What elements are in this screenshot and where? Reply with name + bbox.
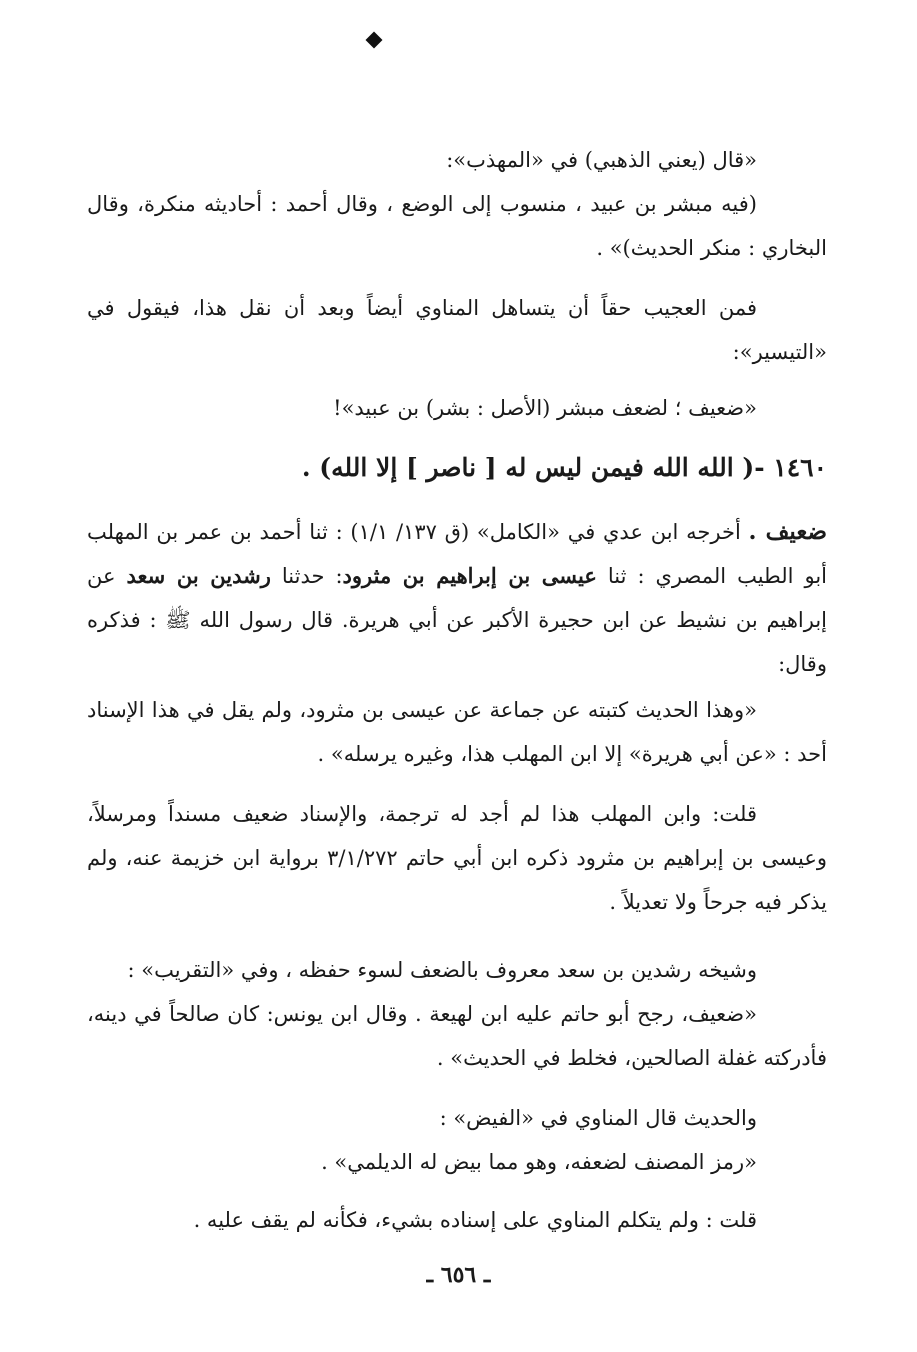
top-ornament-icon	[366, 32, 383, 49]
quote-fayd: «رمز المصنف لضعفه، وهو مما بيض له الديلمي» .	[321, 1150, 757, 1174]
narrator-isa: عيسى بن إبراهيم بن مثرود	[342, 563, 597, 588]
takhrij-text-e: عن إبراهيم بن نشيط عن ابن حجيرة الأكبر عن أبي هريرة. قال رسول الله ﷺ : فذكره وقال:	[87, 564, 827, 676]
quote-dhahabi-intro: «قال (يعني الذهبي) في «المهذب»:	[446, 148, 757, 172]
takhrij-text-c: : حدثنا	[270, 564, 343, 588]
page-number: ـ ٦٥٦ ـ	[426, 1262, 491, 1288]
quote-taysir: «ضعيف ؛ لضعف مبشر (الأصل : بشر) بن عبيد»!	[333, 396, 757, 420]
quote-muhadhab: (فيه مبشر بن عبيد ، منسوب إلى الوضع ، وقال أحمد : أحاديثه منكرة، وقال البخاري : منكر الحديث)» .	[87, 192, 827, 260]
hadith-heading: ١٤٦٠ -( الله الله فيمن ليس له [ ناصر ] إلا الله) .	[301, 453, 827, 482]
paragraph-fayd-intro: والحديث قال المناوي في «الفيض» :	[439, 1106, 757, 1130]
paragraph-author-comment: قلت: وابن المهلب هذا لم أجد له ترجمة، والإسناد ضعيف مسنداً ومرسلاً، وعيسى بن إبراهيم بن مثرود ذكره ابن أبي حاتم ٣/١/٢٧٢ برواية ابن خزيمة عنه، ولم يذكر فيه جرحاً ولا تعديلاً .	[87, 802, 827, 914]
paragraph-conclusion: قلت : ولم يتكلم المناوي على إسناده بشيء، فكأنه لم يقف عليه .	[193, 1208, 757, 1232]
paragraph-shaykh: وشيخه رشدين بن سعد معروف بالضعف لسوء حفظه ، وفي «التقريب» :	[127, 958, 757, 982]
quote-taqrib: «ضعيف، رجح أبو حاتم عليه ابن لهيعة . وقال ابن يونس: كان صالحاً في دينه، فأدركته غفلة الصالحين، فخلط في الحديث» .	[87, 1002, 827, 1070]
narrator-rishdin: رشدين بن سعد	[126, 563, 271, 588]
paragraph-munawi-remark: فمن العجيب حقاً أن يتساهل المناوي أيضاً وبعد أن نقل هذا، فيقول في «التيسير»:	[87, 296, 827, 364]
paragraph-takhrij	[87, 510, 827, 686]
takhrij-text-a: أخرجه ابن عدي في «الكامل» (ق ١٣٧/ ١/١) : ثنا أحمد بن عمر بن المهلب أبو الطيب المصري : ثنا	[87, 520, 827, 588]
quote-ibn-adi: «وهذا الحديث كتبته عن جماعة عن عيسى بن مثرود، ولم يقل في هذا الإسناد أحد : «عن أبي هريرة» إلا ابن المهلب هذا، وغيره يرسله» .	[87, 698, 827, 766]
grading-label: ضعيف .	[748, 518, 827, 545]
